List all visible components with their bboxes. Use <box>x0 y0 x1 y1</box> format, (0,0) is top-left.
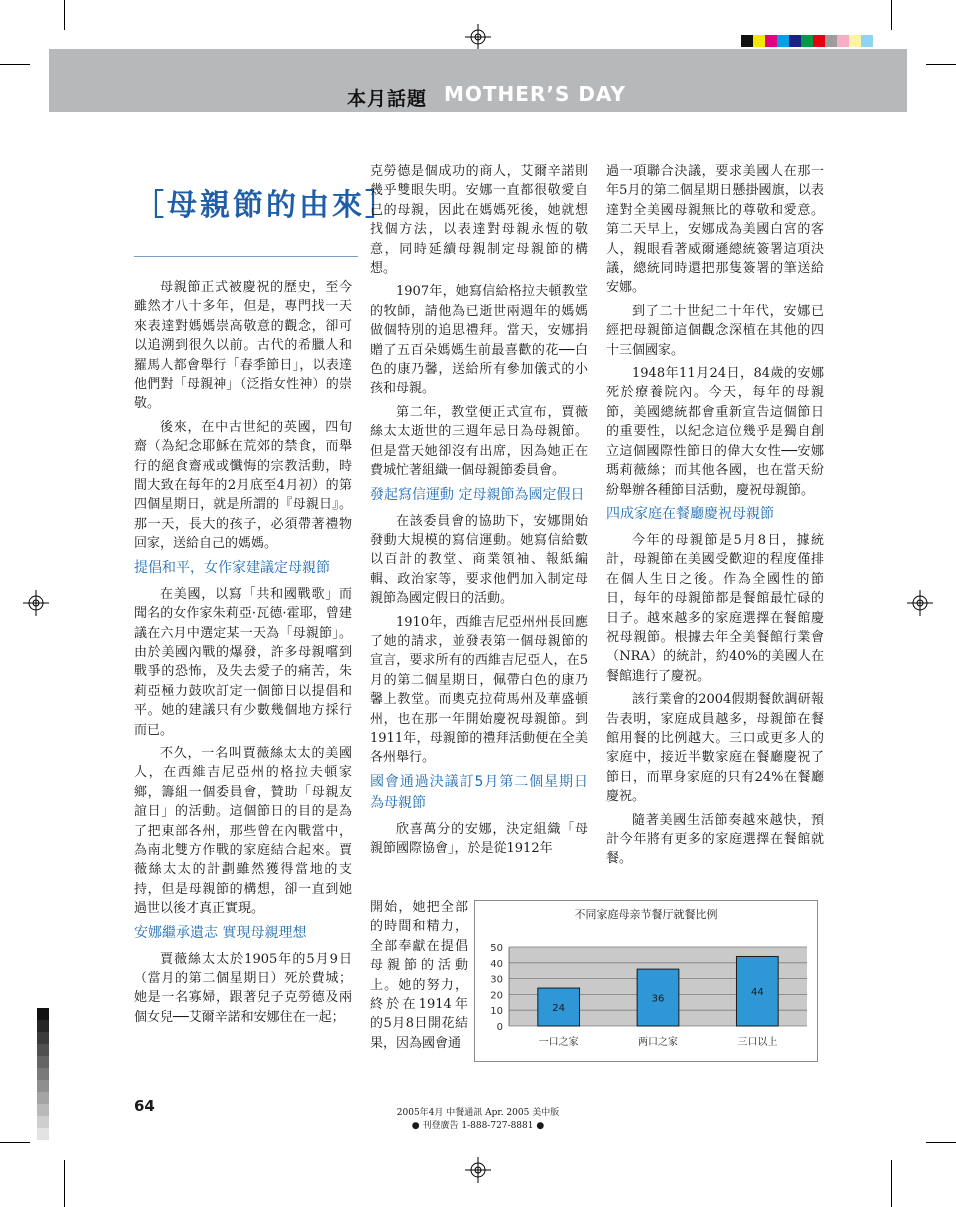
section-label: 本月話題 <box>347 88 428 110</box>
text-column-1 <box>134 278 352 1031</box>
article-title: ［母親節的由來］ <box>134 188 398 223</box>
color-swatch <box>789 35 801 47</box>
gray-swatch <box>37 1032 49 1044</box>
x-category-label: 两口之家 <box>638 1037 678 1048</box>
text-column-3 <box>606 162 824 873</box>
bar-data-label: 36 <box>651 993 665 1005</box>
paragraph: 今年的母親節是5月8日，據統計，母親節在美國受歡迎的程度僅排在個人生日之後。作為全國性的節日，每年的母親節都是餐館最忙碌的日子。越來越多的家庭選擇在餐館慶祝母親節。根據去年全美餐館行業會（NRA）的統計，約40%的美國人在餐館進行了慶祝。 <box>606 532 824 684</box>
y-tick-label: 10 <box>490 1006 503 1018</box>
crop-mark <box>64 0 65 30</box>
gray-swatch <box>37 1044 49 1056</box>
crop-mark <box>891 1160 892 1207</box>
paragraph: 該行業會的2004假期餐飲調研報告表明，家庭成員越多，母親節在餐館用餐的比例越大。三口或更多人的家庭中，接近半數家庭在餐廳慶祝了節日，而單身家庭的只有24%在餐廳慶祝。 <box>606 692 824 805</box>
crop-mark <box>64 1160 65 1207</box>
x-category-label: 一口之家 <box>538 1037 579 1048</box>
y-tick-label: 50 <box>490 943 503 954</box>
crop-mark <box>926 64 956 65</box>
paragraph: 後來，在中古世紀的英國，四旬齋（為紀念耶穌在荒郊的禁食，而舉行的絕食齋戒或懺悔的宗教活動，時間大致在每年的2月底至4月初）的第四個星期日，就是所謂的『母親日』。那一天，長大的孩子，必須帶著禮物回家，送給自己的媽媽。 <box>134 419 352 552</box>
footer-publication: 2005年4月 中餐通訊 Apr. 2005 美中版 <box>396 1108 560 1118</box>
footer-ad-contact: ● 刊登廣告 1-888-727-8881 ● <box>411 1121 545 1131</box>
color-swatch <box>765 35 777 47</box>
y-tick-label: 0 <box>496 1022 503 1033</box>
paragraph-wrapped: 開始，她把全部的時間和精力，全部奉獻在提倡母親節的活動上。她的努力，終於在1914年的5月8日開花結果，因為國會通 <box>370 900 468 1051</box>
paragraph: 不久，一名叫賈薇絲太太的美國人，在西維吉尼亞州的格拉夫頓家鄉，籌組一個委員會，贊助「母親友誼日」的活動。這個節日的目的是為了把東部各州，那些曾在內戰當中，為南北雙方作戰的家庭結合起來。賈薇絲太太的計劃雖然獲得當地的支持，但是母親節的構想，卻一直到她過世以後才真正實現。 <box>134 745 352 917</box>
paragraph: 1907年，她寫信給格拉夫頓教堂的牧師，請他為已逝世兩週年的媽媽做個特別的追思禮拜。當天，安娜捐贈了五百朵媽媽生前最喜歡的花──白色的康乃馨，送給所有參加儀式的小孩和母親。 <box>370 284 588 397</box>
color-swatch <box>753 35 765 47</box>
registration-mark-icon <box>465 1157 491 1183</box>
paragraph: 在該委員會的協助下，安娜開始發動大規模的寫信運動。她寫信給數以百計的教堂、商業領袖、報紙編輯、政治家等，要求他們加入制定母親節為國定假日的活動。 <box>370 513 588 607</box>
color-swatch <box>837 35 849 47</box>
bar-data-label: 44 <box>750 987 764 999</box>
paragraph: 1948年11月24日，84歲的安娜死於療養院內。今天，每年的母親節，美國總統都會重新宣告這個節日的重要性，以紀念這位幾乎是獨自創立這個國際性節日的偉大女性──安娜瑪莉薇絲；而其他各國，也在當天紛紛舉辦各種節目活動，慶祝母親節。 <box>606 366 824 498</box>
gray-swatch <box>37 1080 49 1092</box>
color-swatch <box>861 35 873 47</box>
section-heading: 提倡和平，女作家建議定母親節 <box>134 559 330 576</box>
gray-swatch <box>37 1056 49 1068</box>
color-swatch <box>849 35 861 47</box>
paragraph: 克勞德是個成功的商人，艾爾辛諾則幾乎雙眼失明。安娜一直都很敬愛自己的母親，因此在媽媽死後，她就想找個方法，以表達對母親永恆的敬意，同時延續母親制定母親節的構想。 <box>370 164 588 277</box>
x-category-label: 三口以上 <box>737 1037 778 1048</box>
gray-swatch <box>37 1068 49 1080</box>
paragraph: 賈薇絲太太於1905年的5月9日（當月的第二個星期日）死於費城；她是一名寡婦，跟著兒子克勞德及兩個女兒──艾爾辛諾和安娜住在一起； <box>134 951 352 1025</box>
section-heading: 發起寫信運動 定母親節為國定假日 <box>370 486 585 503</box>
registration-mark-icon <box>465 24 491 50</box>
registration-mark-icon <box>23 590 49 616</box>
gray-swatch <box>37 1008 49 1020</box>
gray-swatch <box>37 1020 49 1032</box>
section-heading: 四成家庭在餐廳慶祝母親節 <box>606 505 774 522</box>
paragraph: 欣喜萬分的安娜，決定組織「母親節國際協會」，於是從1912年 <box>370 821 588 857</box>
crop-mark <box>926 1142 956 1143</box>
color-swatch <box>741 35 753 47</box>
color-swatch <box>825 35 837 47</box>
paragraph: 母親節正式被慶祝的歷史，至今雖然才八十多年，但是，專門找一天來表達對媽媽崇高敬意的觀念，卻可以追溯到很久以前。古代的希臘人和羅馬人都會舉行「春季節日」，以表達他們對「母親神」（泛指女性神）的崇敬。 <box>134 280 352 412</box>
paragraph: 到了二十世紀二十年代，安娜已經把母親節這個觀念深植在其他的四十三個國家。 <box>606 303 824 358</box>
crop-mark <box>0 64 30 65</box>
chart-title: 不同家庭母亲节餐厅就餐比例 <box>574 908 718 921</box>
paragraph: 過一項聯合決議，要求美國人在那一年5月的第二個星期日懸掛國旗，以表達對全美國母親無比的尊敬和愛意。第二天早上，安娜成為美國白宮的客人，親眼看著威爾遜總統簽署這項決議，總統同時還把那隻簽署的筆送給安娜。 <box>606 164 824 296</box>
section-heading: 國會通過決議訂5月第二個星期日為母親節 <box>370 773 588 811</box>
page-number: 64 <box>134 1097 155 1115</box>
paragraph: 第二年，教堂便正式宣布，賈薇絲太太逝世的三週年忌日為母親節。但是當天她卻沒有出席，因為她正在費城忙著組織一個母親節委員會。 <box>370 404 588 479</box>
y-tick-label: 40 <box>490 958 503 970</box>
color-swatch <box>801 35 813 47</box>
text-column-2 <box>370 162 588 863</box>
y-tick-label: 20 <box>490 990 503 1002</box>
paragraph: 1910年，西維吉尼亞州州長回應了她的請求，並發表第一個母親節的宣言，要求所有的西維吉尼亞人，在5月的第二個星期日，佩帶白色的康乃馨上教堂。而奧克拉荷馬州及華盛頓州，也在那一年開始慶祝母親節。到1911年，母親節的禮拜活動便在全美各州舉行。 <box>370 614 588 766</box>
registration-mark-icon <box>907 590 933 616</box>
bar-chart-svg <box>475 901 817 1061</box>
crop-mark <box>891 0 892 30</box>
gray-swatch <box>37 1092 49 1104</box>
y-tick-label: 30 <box>490 974 503 986</box>
color-calibration-bar <box>741 35 873 47</box>
color-swatch <box>813 35 825 47</box>
title-divider <box>134 256 358 257</box>
paragraph: 隨著美國生活節奏越來越快，預計今年將有更多的家庭選擇在餐館就餐。 <box>606 812 824 867</box>
paragraph: 在美國，以寫「共和國戰歌」而聞名的女作家朱莉亞·瓦德·霍耶，曾建議在六月中選定某一天為「母親節」。由於美國內戰的爆發，許多母親嚐到戰爭的恐怖，及失去愛子的痛苦，朱莉亞極力鼓吹訂定一個節日以提倡和平。她的建議只有少數幾個地方採行而已。 <box>134 586 352 738</box>
bar-chart <box>474 900 818 1062</box>
color-swatch <box>777 35 789 47</box>
crop-mark <box>0 1142 30 1143</box>
section-title: MOTHER’S DAY <box>444 82 626 106</box>
bar-data-label: 24 <box>552 1003 566 1015</box>
section-heading: 安娜繼承遺志 實現母親理想 <box>134 924 307 941</box>
